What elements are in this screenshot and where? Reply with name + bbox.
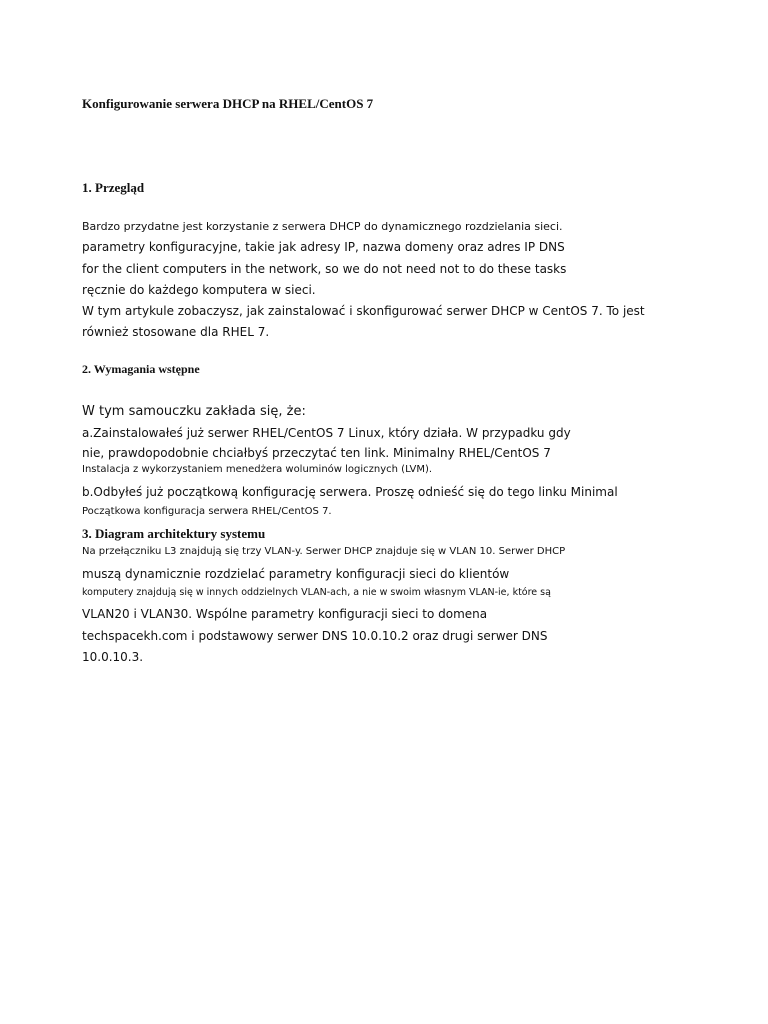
- section-1-line-5: W tym artykule zobaczysz, jak zainstalować i skonfigurować serwer DHCP w CentOS 7. To jest: [82, 304, 645, 318]
- section-2-line-1: W tym samouczku zakłada się, że:: [82, 404, 306, 419]
- section-2-line-6: Początkowa konfiguracja serwera RHEL/CentOS 7.: [82, 506, 332, 517]
- section-3-line-1: Na przełączniku L3 znajdują się trzy VLAN-y. Serwer DHCP znajduje się w VLAN 10. Serwer DHCP: [82, 546, 566, 557]
- section-2-line-5: b.Odbyłeś już początkową konfigurację serwera. Proszę odnieść się do tego linku Minimal: [82, 485, 618, 499]
- section-1-heading: 1. Przegląd: [82, 180, 145, 195]
- section-2-line-4: Instalacja z wykorzystaniem menedżera woluminów logicznych (LVM).: [82, 464, 433, 475]
- section-3-line-4: VLAN20 i VLAN30. Wspólne parametry konfiguracji sieci to domena: [82, 607, 488, 621]
- section-1-line-1: Bardzo przydatne jest korzystanie z serwera DHCP do dynamicznego rozdzielania sieci.: [82, 220, 563, 233]
- section-3-heading: 3. Diagram architektury systemu: [82, 526, 266, 541]
- section-2-heading: 2. Wymagania wstępne: [82, 362, 200, 376]
- section-1-line-4: ręcznie do każdego komputera w sieci.: [82, 283, 316, 297]
- section-3-line-2: muszą dynamicznie rozdzielać parametry konfiguracji sieci do klientów: [82, 567, 510, 581]
- section-3-line-5: techspacekh.com i podstawowy serwer DNS 10.0.10.2 oraz drugi serwer DNS: [82, 629, 548, 643]
- section-1-line-6: również stosowane dla RHEL 7.: [82, 325, 270, 339]
- document-title: Konfigurowanie serwera DHCP na RHEL/CentOS 7: [82, 96, 374, 111]
- section-3-line-3: komputery znajdują się w innych oddzielnych VLAN-ach, a nie w swoim własnym VLAN-ie, które są: [82, 587, 551, 598]
- section-1-line-2: parametry konfiguracyjne, takie jak adresy IP, nazwa domeny oraz adres IP DNS: [82, 240, 565, 254]
- section-1-line-3: for the client computers in the network, so we do not need not to do these tasks: [82, 262, 567, 276]
- section-2-line-3: nie, prawdopodobnie chciałbyś przeczytać ten link. Minimalny RHEL/CentOS 7: [82, 446, 551, 460]
- section-3-line-6: 10.0.10.3.: [82, 650, 144, 664]
- section-2-line-2: a.Zainstalowałeś już serwer RHEL/CentOS 7 Linux, który działa. W przypadku gdy: [82, 426, 571, 440]
